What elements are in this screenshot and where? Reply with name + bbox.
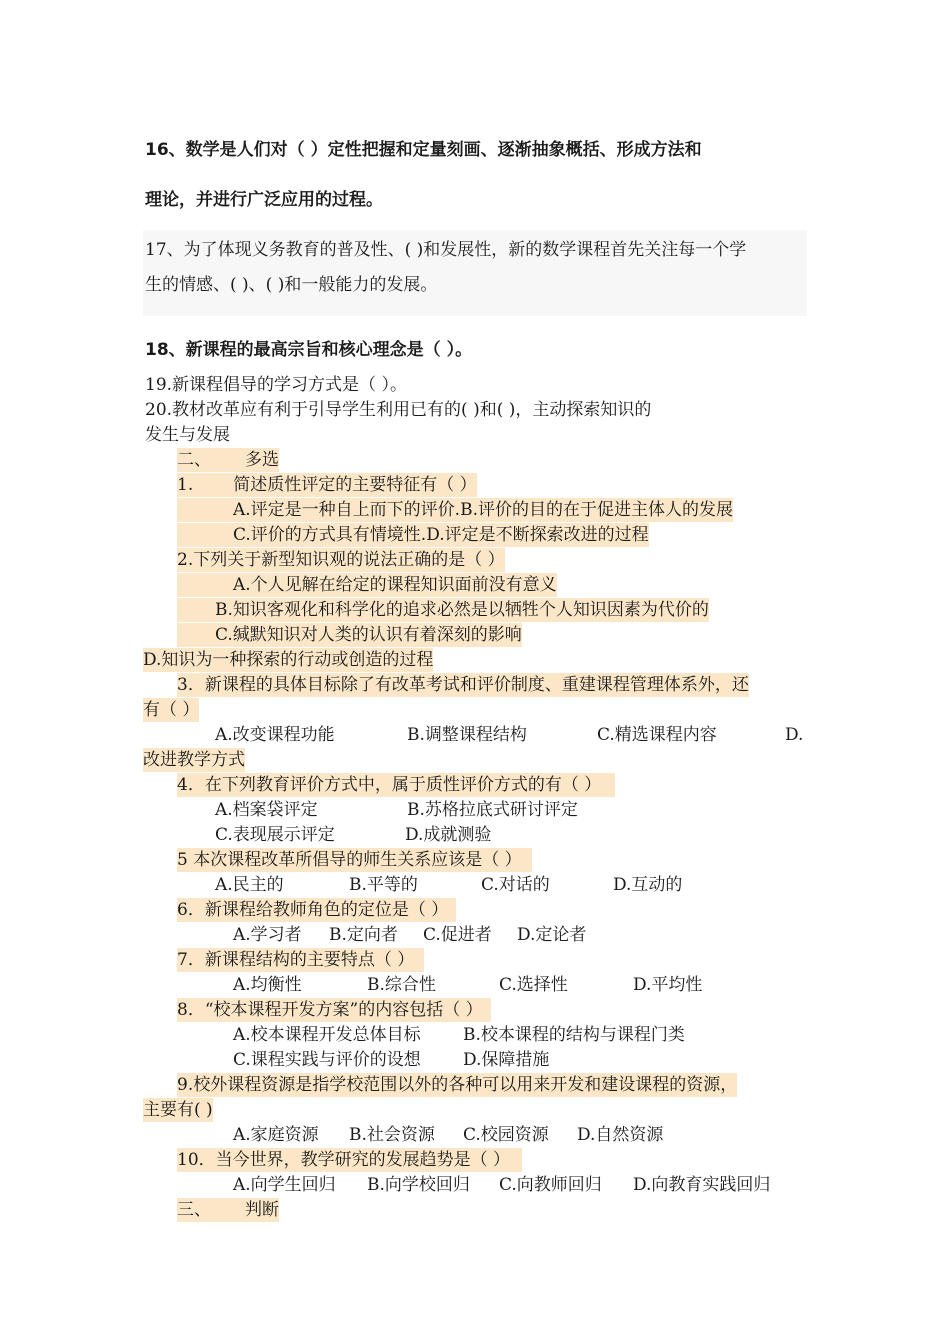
question-4-option-a: A.档案袋评定 [215, 800, 318, 820]
question-6-option-b: B.定向者 [329, 925, 398, 945]
question-10-option-d: D.向教育实践回归 [633, 1175, 771, 1195]
question-7-option-d: D.平均性 [633, 975, 703, 995]
question-5-option-a: A.民主的 [215, 875, 284, 895]
question-6-option-d: D.定论者 [517, 925, 587, 945]
question-5-option-d: D.互动的 [613, 875, 683, 895]
question-3-option-b: B.调整课程结构 [407, 725, 527, 745]
question-5-option-c: C.对话的 [481, 875, 550, 895]
question-7-option-a: A.均衡性 [233, 975, 302, 995]
section-judge-title: 判断 [245, 1200, 279, 1220]
question-8-option-a: A.校本课程开发总体目标 [233, 1025, 421, 1045]
question-3-option-d-text: 改进教学方式 [143, 750, 245, 770]
question-8-option-d: D.保障措施 [463, 1050, 550, 1070]
question-3-line2: 有（ ） [143, 700, 200, 720]
question-17-line1: 17、为了体现义务教育的普及性、( )和发展性，新的数学课程首先关注每一个学 [145, 240, 747, 260]
question-1-number: 1. [177, 475, 194, 495]
question-20-line1: 20.教材改革应有利于引导学生利用已有的( )和( )，主动探索知识的 [145, 400, 652, 420]
question-10-option-c: C.向教师回归 [499, 1175, 602, 1195]
question-2-option-a: A.个人见解在给定的课程知识面前没有意义 [177, 573, 557, 597]
question-6-option-a: A.学习者 [233, 925, 302, 945]
question-10-option-b: B.向学校回归 [367, 1175, 470, 1195]
question-2-stem: 2.下列关于新型知识观的说法正确的是（ ） [177, 550, 505, 570]
question-8-option-c: C.课程实践与评价的设想 [233, 1050, 421, 1070]
question-9-option-d: D.自然资源 [577, 1125, 664, 1145]
question-8-option-b: B.校本课程的结构与课程门类 [463, 1025, 685, 1045]
question-2-option-b: B.知识客观化和科学化的追求必然是以牺牲个人知识因素为代价的 [177, 598, 709, 622]
question-7-option-b: B.综合性 [367, 975, 436, 995]
section-multi-title: 多选 [245, 450, 279, 470]
question-7-stem: 7．新课程结构的主要特点（ ） [177, 948, 424, 972]
question-1-stem [177, 473, 477, 497]
question-17-line2: 生的情感、( )、( )和一般能力的发展。 [145, 275, 438, 295]
question-9-option-c: C.校园资源 [463, 1125, 549, 1145]
question-3-option-c: C.精选课程内容 [597, 725, 717, 745]
question-4-stem: 4．在下列教育评价方式中，属于质性评价方式的有（ ） [177, 773, 615, 797]
question-1-options-ab: A.评定是一种自上而下的评价.B.评价的目的在于促进主体人的发展 [177, 498, 733, 522]
question-8-stem: 8．“校本课程开发方案”的内容包括（ ） [177, 998, 491, 1022]
question-9-option-b: B.社会资源 [349, 1125, 435, 1145]
question-3-option-d: D. [785, 725, 804, 745]
question-3-option-a: A.改变课程功能 [215, 725, 335, 745]
question-5-stem: 5 本次课程改革所倡导的师生关系应该是（ ） [177, 848, 532, 872]
question-9-option-a: A.家庭资源 [233, 1125, 319, 1145]
question-6-stem: 6．新课程给教师角色的定位是（ ） [177, 898, 456, 922]
question-16-line2: 理论，并进行广泛应用的过程。 [145, 190, 383, 210]
section-multi-number: 二、 [177, 450, 211, 470]
question-16-line1: 16、数学是人们对（ ）定性把握和定量刻画、逐渐抽象概括、形成方法和 [145, 140, 702, 160]
question-19: 19.新课程倡导的学习方式是（ ）。 [145, 375, 407, 395]
question-1-options-cd: C.评价的方式具有情境性.D.评定是不断探索改进的过程 [177, 523, 649, 547]
question-7-option-c: C.选择性 [499, 975, 568, 995]
question-3-line1: 3．新课程的具体目标除了有改革考试和评价制度、重建课程管理体系外，还 [177, 675, 749, 695]
question-6-option-c: C.促进者 [423, 925, 492, 945]
section-judge-number: 三、 [177, 1200, 211, 1220]
question-4-option-c: C.表现展示评定 [215, 825, 335, 845]
question-4-option-d: D.成就测验 [405, 825, 492, 845]
question-10-option-a: A.向学生回归 [233, 1175, 336, 1195]
question-5-option-b: B.平等的 [349, 875, 418, 895]
question-18: 18、新课程的最高宗旨和核心理念是（ ）。 [145, 340, 473, 360]
section-judge-heading [177, 1198, 279, 1222]
question-9-line2: 主要有( ) [143, 1100, 213, 1120]
section-multi-heading [177, 448, 279, 472]
question-10-stem: 10．当今世界，教学研究的发展趋势是（ ） [177, 1148, 522, 1172]
question-9-line1: 9.校外课程资源是指学校范围以外的各种可以用来开发和建设课程的资源， [177, 1075, 738, 1095]
question-2-option-d: D.知识为一种探索的行动或创造的过程 [143, 650, 434, 670]
question-1-text: 简述质性评定的主要特征有（ ） [233, 475, 477, 495]
question-2-option-c: C.缄默知识对人类的认识有着深刻的影响 [177, 623, 522, 647]
question-20-line2: 发生与发展 [145, 425, 230, 445]
question-4-option-b: B.苏格拉底式研讨评定 [407, 800, 578, 820]
